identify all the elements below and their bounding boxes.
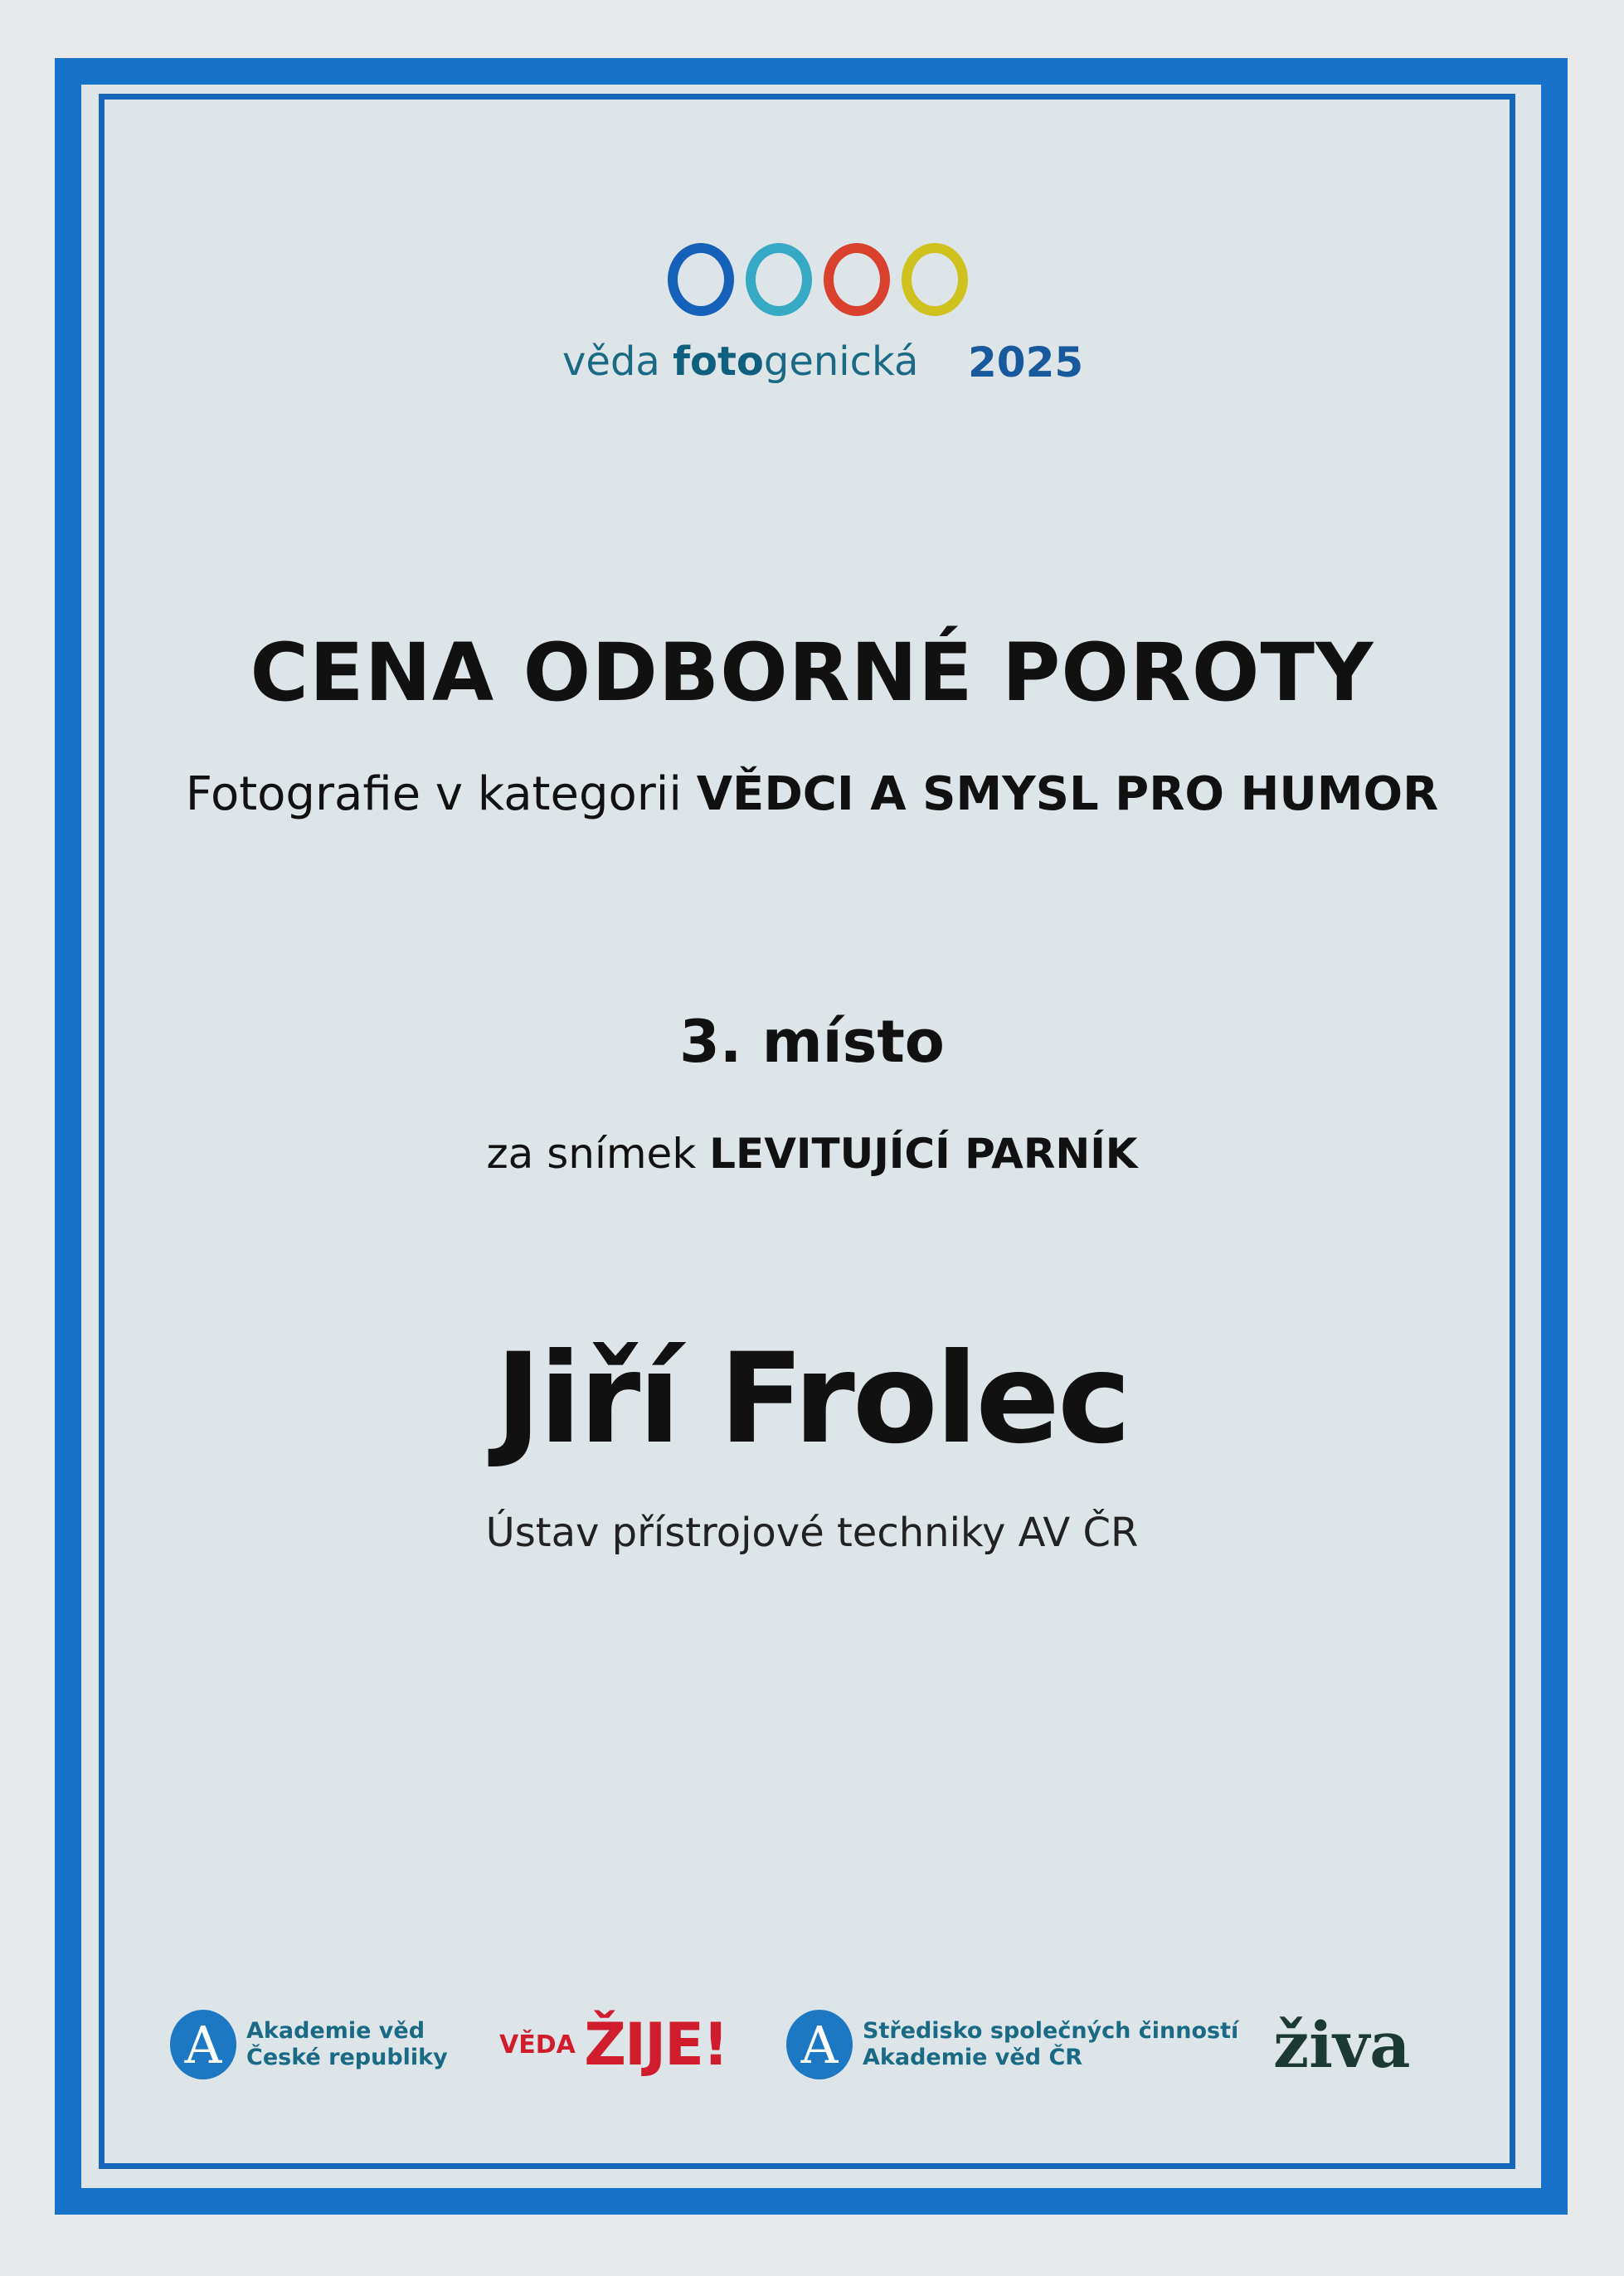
category-prefix: Fotografie v kategorii [185, 767, 697, 821]
ring-cyan-icon [746, 243, 812, 316]
category-name: VĚDCI A SMYSL PRO HUMOR [696, 767, 1439, 821]
placement: 3. místo [679, 1008, 945, 1076]
ssc-line1: Středisko společných činností [863, 2018, 1239, 2044]
ring-yellow-icon [902, 243, 968, 316]
avcr-line2: České republiky [246, 2045, 448, 2070]
ssc-emblem-icon: A [786, 2010, 853, 2079]
veda-zije-logo [499, 2007, 727, 2082]
logo-text-bold: foto [673, 338, 764, 385]
avcr-logo [170, 2007, 448, 2082]
award-title: CENA ODBORNÉ POROTY [250, 626, 1374, 719]
sponsor-logos [166, 2007, 1460, 2082]
logo-wordmark [562, 338, 918, 385]
ziva-logo: živa [1273, 2007, 1411, 2082]
avcr-emblem-icon: A [170, 2010, 236, 2079]
recipient-name: Jiří Frolec [495, 1327, 1129, 1471]
logo-year: 2025 [968, 338, 1084, 387]
ssc-line2: Akademie věd ČR [863, 2045, 1083, 2070]
photo-line [0, 1130, 1624, 1178]
logo-rings [668, 243, 1024, 323]
ssc-logo [786, 2007, 1238, 2082]
photo-prefix: za snímek [486, 1130, 710, 1178]
ring-blue-icon [668, 243, 734, 316]
photo-title: LEVITUJÍCÍ PARNÍK [709, 1130, 1138, 1178]
logo-text-rest: genická [763, 338, 919, 385]
recipient-institution: Ústav přístrojové techniky AV ČR [485, 1510, 1139, 1556]
category-line [0, 767, 1624, 821]
logo-text-light: věda [562, 338, 673, 385]
veda-big: ŽIJE! [584, 2011, 727, 2079]
ring-red-icon [824, 243, 890, 316]
avcr-line1: Akademie věd [246, 2018, 425, 2044]
veda-small: VĚDA [499, 2030, 576, 2060]
